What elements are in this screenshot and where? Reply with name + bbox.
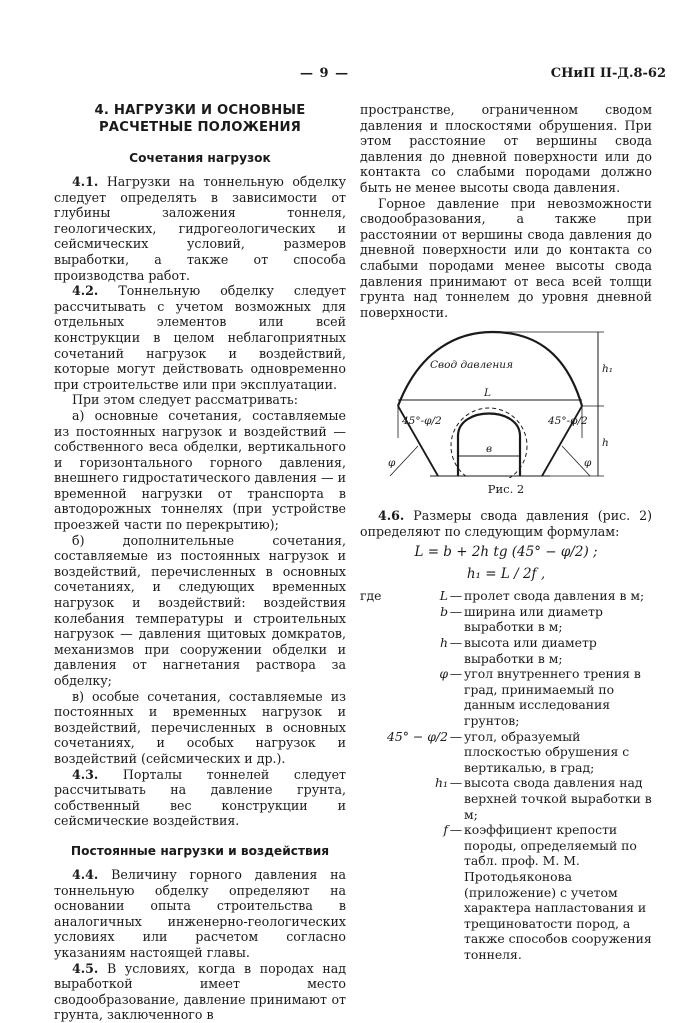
paragraph-4-1: 4.1. Нагрузки на тоннельную обделку следует определять в зависимости от глубины заложения тоннеля, геологических, гидрогеологических и сейсмических условий, размеров выработки, а также от способа производства работ. <box>54 174 346 283</box>
definition-symbol: h₁ <box>435 775 448 791</box>
arch-label: Свод давления <box>430 359 514 372</box>
section-title: 4. НАГРУЗКИ И ОСНОВНЫЕ РАСЧЕТНЫЕ ПОЛОЖЕНИЯ <box>94 103 306 135</box>
right-column <box>360 102 652 963</box>
definition-symbol: b <box>440 603 448 619</box>
definition-text: высота или диаметр выработки в м; <box>464 635 597 666</box>
paragraph-4-4: 4.4. Величину горного давления на тоннельную обделку определяют на основании опыта строительства в аналогичных инженерно-геологических условиях или расчетом согласно указаниям настоящей главы. <box>54 866 346 960</box>
definition-symbol: f <box>443 822 448 838</box>
definition-text: высота свода давления над верхней точкой выработки в м; <box>464 775 652 822</box>
paragraph-4-6: 4.6. Размеры свода давления (рис. 2) определяют по следующим формулам: <box>360 507 652 539</box>
definition-row: f — коэффициент крепости породы, определяемый по табл. проф. М. М. Протодьяконова (приложение) с учетом характера напластования и трещиноватости пород, а также способов сооружения тоннеля. <box>360 822 652 962</box>
paragraph-4-2-b: При этом следует рассматривать: <box>72 392 299 408</box>
definition-text: угол внутреннего трения в град, принимаемый по данным исследования грунтов; <box>464 666 641 729</box>
angle-label-right: 45°-φ/2 <box>548 415 588 428</box>
definition-text: угол, образуемый плоскостью обрушения с вертикалью, в град; <box>464 728 630 775</box>
paragraph-4-3: 4.3. Порталы тоннелей следует рассчитывать на давление грунта, собственный вес конструкции и сейсмические воздействия. <box>54 766 346 829</box>
pressure-arch-diagram <box>360 328 652 478</box>
width-label: в <box>486 443 493 456</box>
definition-row: h₁ — высота свода давления над верхней точкой выработки в м; <box>360 775 652 822</box>
paragraph-4-5-cont: пространстве, ограниченном сводом давления и плоскостями обрушения. При этом расстояние от вершины свода давления до дневной поверхности или до контакта со слабыми породами должно быть не менее высоты свода давления. <box>360 102 652 195</box>
definition-symbol: h <box>440 635 448 651</box>
definition-text: пролет свода давления в м; <box>464 588 645 604</box>
definition-symbol: 45° − φ/2 <box>387 728 448 744</box>
figure-caption: Рис. 2 <box>487 482 525 497</box>
paragraph-b: б) дополнительные сочетания, составляемые из постоянных нагрузок и воздействий, перечисленных в основных сочетаниях, и следующих временных нагрузок и воздействий: воздействия колебания температуры и строительных нагрузок — давления щитовых домкратов, механизмов при сооружении обделки и давления от нагнетания раствора за обделку; <box>54 532 346 688</box>
subsection-load-combinations: Сочетания нагрузок <box>129 151 271 165</box>
definition-symbol: φ <box>439 666 448 682</box>
formula-arch-height: h₁ = L / 2f , <box>466 565 546 582</box>
definition-row: где L — пролет свода давления в м; <box>360 588 652 604</box>
left-column <box>54 102 346 1023</box>
angle-label-left: 45°-φ/2 <box>402 415 442 428</box>
page-header <box>0 66 700 86</box>
definition-text: коэффициент крепости породы, определяемый по табл. проф. М. М. Протодьяконова (приложение) с учетом характера напластования и трещиноватости пород, а также способов сооружения тоннеля. <box>464 822 652 962</box>
height-label: h <box>602 437 609 450</box>
subsection-permanent-loads: Постоянные нагрузки и воздействия <box>70 843 330 858</box>
figure-pressure-arch <box>360 328 652 478</box>
document-code: СНиП II-Д.8-62 <box>550 66 666 81</box>
phi-label-right: φ <box>584 457 592 470</box>
arch-height-label: h₁ <box>602 363 613 376</box>
definition-row: φ — угол внутреннего трения в град, принимаемый по данным исследования грунтов; <box>360 666 652 728</box>
definition-row: 45° − φ/2 — угол, образуемый плоскостью обрушения с вертикалью, в град; <box>360 729 652 776</box>
page-number: — 9 — <box>300 66 350 81</box>
span-label: L <box>484 387 491 400</box>
paragraph-4-5: 4.5. В условиях, когда в породах над выработкой имеет место сводообразование, давление принимают от грунта, заключенного в <box>54 960 346 1023</box>
paragraph-c: в) особые сочетания, составляемые из постоянных и временных нагрузок и воздействий, перечисленных в основных сочетаниях, и особых нагрузок и воздействий (сейсмических и др.). <box>54 688 346 766</box>
definition-row: b — ширина или диаметр выработки в м; <box>360 604 652 635</box>
formula-span: L = b + 2h tg (45° − φ/2) ; <box>414 544 598 561</box>
definition-row: h — высота или диаметр выработки в м; <box>360 635 652 666</box>
definition-symbol: L <box>439 588 448 604</box>
definition-text: ширина или диаметр выработки в м; <box>464 603 603 635</box>
definitions-list <box>360 588 652 962</box>
phi-label-left: φ <box>388 457 396 470</box>
definitions-intro: где <box>360 588 382 604</box>
paragraph-a: а) основные сочетания, составляемые из постоянных нагрузок и воздействий — собственного веса обделки, вертикального и горизонтального горного давления, внешнего гидростатического давления — и временной нагрузки от транспорта в автодорожных тоннелях (при устройстве проезжей части по перекрытию); <box>54 407 346 533</box>
paragraph-4-5-b: Горное давление при невозможности сводообразования, а также при расстоянии от вершины свода давления до дневной поверхности или до контакта со слабыми породами менее высоты свода давления принимают от веса всей толщи грунта над тоннелем до уровня дневной поверхности. <box>360 195 652 320</box>
paragraph-4-2: 4.2. Тоннельную обделку следует рассчитывать с учетом возможных для отдельных элементов или всей конструкции в целом неблагоприятных сочетаний нагрузок и воздействий, которые могут действовать одновременно при строительстве или при эксплуатации. <box>54 283 346 392</box>
